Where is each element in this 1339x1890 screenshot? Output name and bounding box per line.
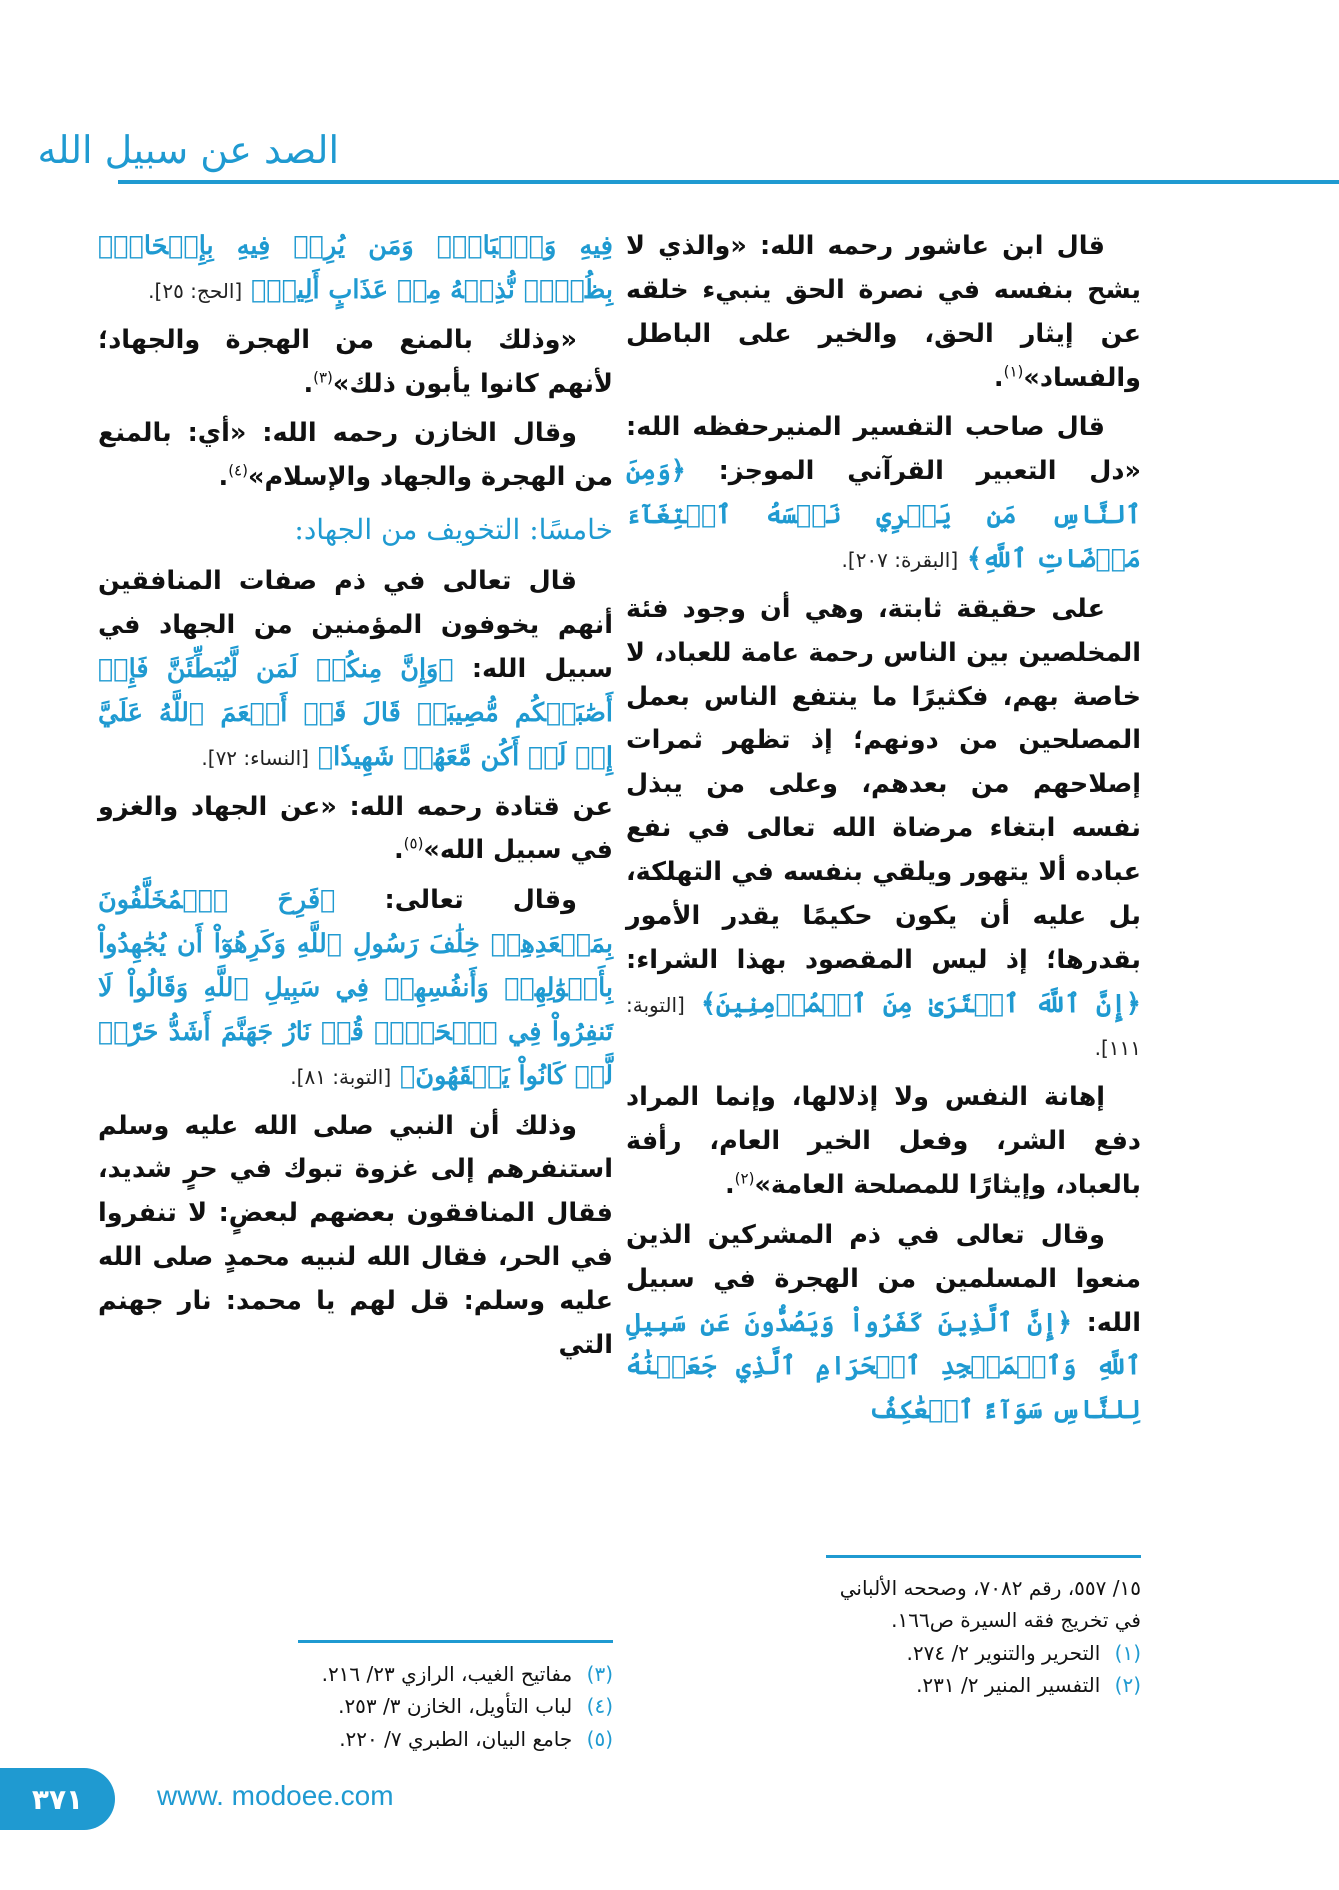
paragraph-text: قال ابن عاشور رحمه الله: «والذي لا يشح بنفسه في نصرة الحق ينبيء خلقه عن إيثار الحق، والخير على الباطل والفساد» <box>626 231 1141 393</box>
paragraph <box>626 406 1141 581</box>
footnote-ref[interactable]: (٥) <box>403 834 424 853</box>
right-column <box>626 225 1141 1439</box>
footnote-text: لباب التأويل، الخازن ٣/ ٢٥٣. <box>338 1694 573 1719</box>
verse-reference: [التوبة: ٨١]. <box>290 1064 392 1089</box>
footnote-item <box>98 1658 613 1690</box>
paragraph: «وذلك بالمنع من الهجرة والجهاد؛ لأنهم كانوا يأبون ذلك»$^{(٣)}$. <box>98 324 613 399</box>
paragraph: عن قتادة رحمه الله: «عن الجهاد والغزو في سبيل الله»$^{(٥)}$. <box>98 791 613 866</box>
footnote-ref[interactable]: (٢) <box>734 1169 755 1188</box>
verse-reference: [التوبة: ١١١]. <box>626 992 1141 1061</box>
header-divider <box>118 180 1339 184</box>
quran-verse: ﴿وَمِنَ ٱلنَّاسِ مَن يَشۡرِي نَفۡسَهُ ٱبۡتِغَآءَ مَرۡضَاتِ ٱللَّهِ﴾ <box>626 456 1141 575</box>
footnote-ref[interactable]: (٤) <box>228 461 248 480</box>
paragraph-text: وقال الخازن رحمه الله: «أي: بالمنع من الهجرة والجهاد والإسلام» <box>98 418 613 493</box>
left-column <box>98 225 613 1374</box>
paragraph <box>98 879 613 1098</box>
footnote-number: (٥) <box>586 1726 613 1751</box>
footnotes-left <box>98 1658 613 1755</box>
paragraph-text: وذلك أن النبي صلى الله عليه وسلم استنفرهم إلى غزوة تبوك في حرٍ شديد، فقال المنافقون بعضهم لبعضٍ: لا تنفروا في الحر، فقال الله لنبيه محمدٍ صلى الله عليه وسلم: قل لهم يا محمد: نار جهنم التي <box>98 1110 613 1360</box>
verse-reference: [الحج: ٢٥]. <box>148 278 243 303</box>
footnote-number: (٤) <box>586 1694 613 1719</box>
quran-verse: ﴿وَإِنَّ مِنكُمۡ لَمَن لَّيُبَطِّئَنَّ فَإِنۡ أَصَٰبَتۡكُم مُّصِيبَةٞ قَالَ قَدۡ أَنۡعَمَ ٱللَّهُ عَلَيَّ إِذۡ لَمۡ أَكُن مَّعَهُمۡ شَهِيدٗا﴾ <box>98 654 613 772</box>
footnote-item <box>98 1690 613 1722</box>
section-heading: خامسًا: التخويف من الجهاد: <box>294 513 613 547</box>
website-link[interactable]: www. modoee.com <box>157 1780 394 1811</box>
quran-verse: فِيهِ وَٱلۡبَادِۚ وَمَن يُرِدۡ فِيهِ بِإِلۡحَادِۭ بِظُلۡمٖ نُّذِقۡهُ مِنۡ عَذَابٍ أَلِيمٖ﴾ <box>98 231 613 305</box>
footnote-number: (٢) <box>1114 1673 1141 1698</box>
paragraph: إهانة النفس ولا إذلالها، وإنما المراد دفع الشر، وفعل الخير العام، رأفة بالعباد، وإيثارًا للمصلحة العامة»$^{(٢)}$. <box>626 1082 1141 1201</box>
paragraph-text: قال تعالى في ذم صفات المنافقين أنهم يخوفون المؤمنين من الجهاد في سبيل الله: <box>98 566 613 685</box>
paragraph: وقال الخازن رحمه الله: «أي: بالمنع من الهجرة والجهاد والإسلام»$^{(٤)}$. <box>98 418 613 493</box>
footnote-text: التحرير والتنوير ٢/ ٢٧٤. <box>906 1640 1101 1665</box>
paragraph <box>98 1105 613 1368</box>
verse-reference: [النساء: ٧٢]. <box>201 745 309 770</box>
footnote-number: (٣) <box>586 1662 613 1686</box>
page-number-badge <box>0 1768 115 1830</box>
quran-verse: ﴿إِنَّ ٱللَّهَ ٱشۡتَرَىٰ مِنَ ٱلۡمُؤۡمِنِينَ﴾ <box>700 988 1141 1019</box>
footnote-divider <box>826 1555 1141 1558</box>
footnote-divider <box>298 1640 613 1643</box>
paragraph <box>626 1214 1141 1433</box>
footnote-item <box>626 1669 1141 1701</box>
footnotes-right <box>626 1572 1141 1702</box>
quran-verse: ﴿إِنَّ ٱلَّذِينَ كَفَرُواْ وَيَصُدُّونَ عَن سَبِيلِ ٱللَّهِ وَٱلۡمَسۡجِدِ ٱلۡحَرَامِ ٱلَّذِي جَعَلۡنَٰهُ لِلنَّاسِ سَوَآءً ٱلۡعَٰكِفُ <box>626 1307 1141 1426</box>
footnote-text: التفسير المنير ٢/ ٢٣١. <box>916 1673 1101 1698</box>
footnote-text: جامع البيان، الطبري ٧/ ٢٢٠. <box>339 1726 573 1751</box>
paragraph-text: على حقيقة ثابتة، وهي أن وجود فئة المخلصين بين الناس رحمة عامة للعباد، لا خاصة بهم، فكثيرًا ما ينتفع الناس بعمل المصلحين من دونهم؛ إذ تظهر ثمرات إصلاحهم من بعدهم، وعلى من يبذل نفسه ابتغاء مرضاة الله تعالى في نفع عباده ألا يتهور ويلقي بنفسه في التهلكة، بل عليه أن يكون حكيمًا يقدر الأمور بقدرها؛ إذ ليس المقصود بهذا الشراء: <box>626 593 1141 975</box>
paragraph-text: وقال تعالى: <box>384 885 577 916</box>
paragraph: قال ابن عاشور رحمه الله: «والذي لا يشح بنفسه في نصرة الحق ينبيء خلقه عن إيثار الحق، والخير على الباطل والفساد»$^{(١)}$. <box>626 231 1141 393</box>
paragraph <box>626 588 1141 1070</box>
page-header-title: الصد عن سبيل الله <box>37 128 339 172</box>
footnote-ref[interactable]: (٣) <box>313 368 333 387</box>
paragraph-text: قال صاحب التفسير المنيرحفظه الله: «دل التعبير القرآني الموجز: <box>626 412 1141 487</box>
footnote-number: (١) <box>1114 1640 1141 1665</box>
paragraph <box>98 560 613 779</box>
footnote-continuation: في تخريج فقه السيرة ص١٦٦. <box>891 1608 1141 1633</box>
page-number: ٣٧١ <box>31 1782 84 1816</box>
paragraph-text: وقال تعالى في ذم المشركين الذين منعوا المسلمين من الهجرة في سبيل الله: <box>626 1219 1141 1338</box>
paragraph-text: عن قتادة رحمه الله: «عن الجهاد والغزو في سبيل الله» <box>98 791 613 866</box>
paragraph-text: «وذلك بالمنع من الهجرة والجهاد؛ لأنهم كانوا يأبون ذلك» <box>98 324 613 399</box>
footnote-item <box>626 1637 1141 1669</box>
verse-reference: [البقرة: ٢٠٧]. <box>841 548 959 573</box>
footnote-continuation: ١٥/ ٥٥٧، رقم ٧٠٨٢، وصححه الألباني <box>839 1576 1141 1600</box>
paragraph-text: إهانة النفس ولا إذلالها، وإنما المراد دفع الشر، وفعل الخير العام، رأفة بالعباد، وإيثارًا للمصلحة العامة» <box>626 1082 1141 1201</box>
footnote-ref[interactable]: (١) <box>1003 362 1024 381</box>
paragraph <box>98 225 613 313</box>
quran-verse: ﴿فَرِحَ ٱلۡمُخَلَّفُونَ بِمَقۡعَدِهِمۡ خِلَٰفَ رَسُولِ ٱللَّهِ وَكَرِهُوٓاْ أَن يُجَٰهِدُواْ بِأَمۡوَٰلِهِمۡ وَأَنفُسِهِمۡ فِي سَبِيلِ ٱللَّهِ وَقَالُواْ لَا تَنفِرُواْ فِي ٱلۡحَرِّۗ قُلۡ نَارُ جَهَنَّمَ أَشَدُّ حَرّٗاۚ لَّوۡ كَانُواْ يَفۡقَهُونَ﴾ <box>98 885 613 1091</box>
footnote-text: مفاتيح الغيب، الرازي ٢٣/ ٢١٦. <box>321 1662 573 1686</box>
footnote-item <box>98 1723 613 1755</box>
